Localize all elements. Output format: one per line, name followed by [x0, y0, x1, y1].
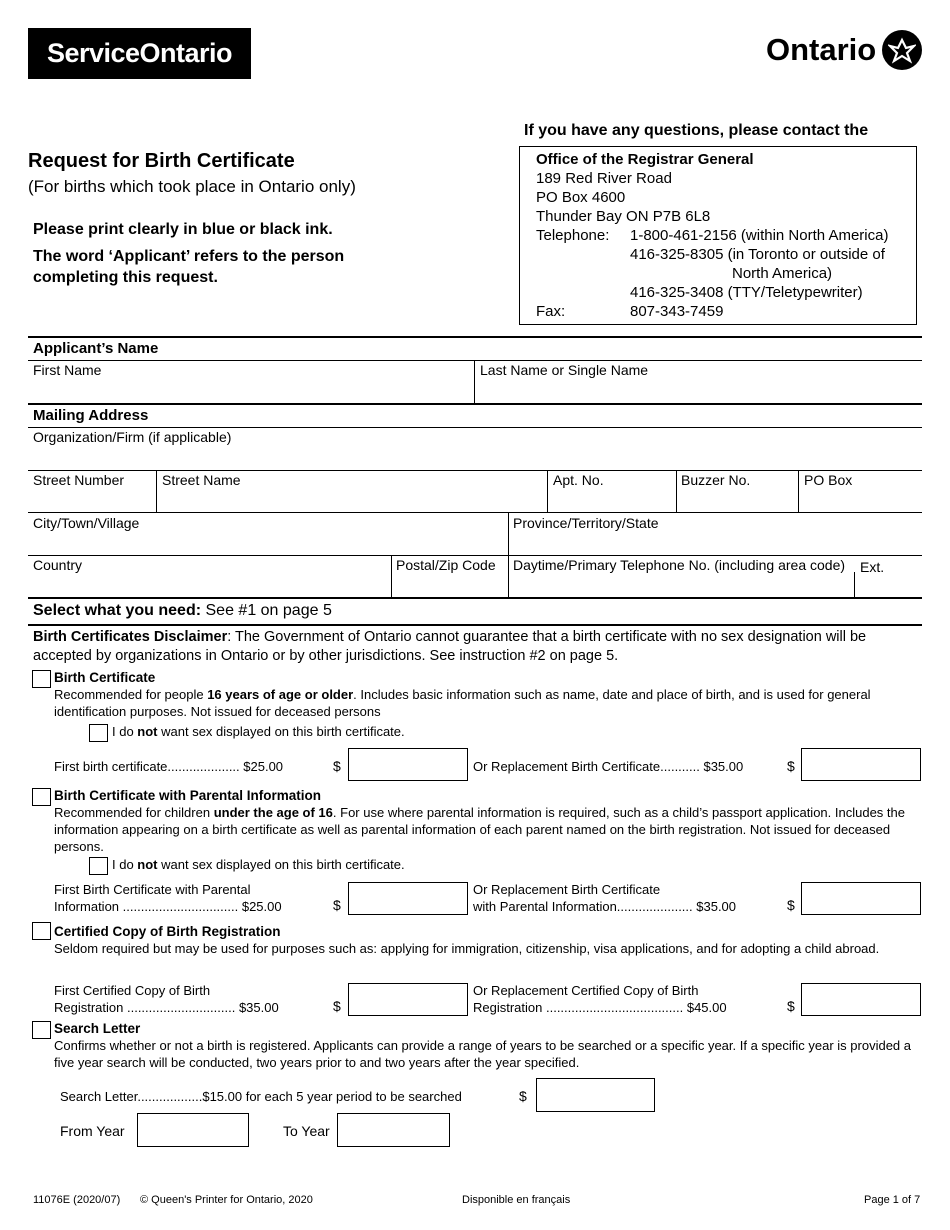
bcp-no-sex-label: I do not want sex displayed on this birth certificate. — [112, 857, 405, 872]
buzzer-number-label: Buzzer No. — [681, 472, 751, 488]
contact-address-1: 189 Red River Road — [536, 170, 672, 187]
select-heading: Select what you need: See #1 on page 5 — [33, 602, 332, 619]
birth-certificate-description: Recommended for people 16 years of age or older. Includes basic information such as name, date and place of birth, and is used for general identification purposes. Not issued for deceased persons — [54, 687, 871, 719]
serviceontario-logo: ServiceOntario — [28, 28, 251, 79]
extension-label: Ext. — [860, 559, 885, 575]
telephone-label-field: Daytime/Primary Telephone No. (including area code) — [513, 557, 846, 573]
cc-first-amount-field[interactable] — [348, 983, 468, 1016]
street-number-label: Street Number — [33, 472, 125, 488]
search-letter-amount-field[interactable] — [536, 1078, 655, 1112]
bcp-replace-label: Or Replacement Birth Certificate — [473, 882, 661, 897]
search-letter-description: Confirms whether or not a birth is registered. Applicants can provide a range of years to be searched or a specific year. If a specific year is provided a five year search will be conducted, two years prior to and two years after the year specified. — [54, 1038, 911, 1070]
contact-address-2: PO Box 4600 — [536, 189, 626, 206]
bc-replace-amount-field[interactable] — [801, 748, 921, 781]
bc-first-amount-field[interactable] — [348, 748, 468, 781]
form-subtitle: (For births which took place in Ontario only) — [28, 177, 356, 196]
cc-replace-amount-field[interactable] — [801, 983, 921, 1016]
bc-first-price: First birth certificate.................... $25.00 — [54, 759, 284, 774]
ontario-wordmark: Ontario — [766, 32, 877, 67]
cc-first-label: First Certified Copy of Birth — [54, 983, 211, 998]
search-letter-title: Search Letter — [54, 1021, 141, 1036]
to-year-field[interactable] — [337, 1113, 450, 1147]
trillium-icon — [882, 30, 922, 70]
ink-instruction: Please print clearly in blue or black ink. — [33, 221, 333, 238]
french-availability: Disponible en français — [462, 1194, 571, 1206]
dollar-sign: $ — [519, 1088, 527, 1104]
cc-replace-price: Registration ...................................... $45.00 — [473, 1000, 727, 1015]
postal-code-label: Postal/Zip Code — [396, 557, 496, 573]
apt-number-label: Apt. No. — [553, 472, 604, 488]
bc-no-sex-checkbox[interactable] — [89, 724, 108, 742]
form-number: 11076E (2020/07) — [33, 1194, 121, 1206]
from-year-field[interactable] — [137, 1113, 249, 1147]
parental-certificate-checkbox[interactable] — [32, 788, 51, 806]
cc-first-price: Registration .............................. $35.00 — [54, 1000, 279, 1015]
applicant-definition: The word ‘Applicant’ refers to the person completing this request. — [33, 248, 345, 286]
dollar-sign: $ — [787, 998, 795, 1014]
contact-address-3: Thunder Bay ON P7B 6L8 — [536, 208, 711, 225]
page-number: Page 1 of 7 — [864, 1194, 921, 1206]
po-box-label: PO Box — [804, 472, 853, 488]
form-title: Request for Birth Certificate — [28, 150, 295, 172]
bc-replace-price: Or Replacement Birth Certificate........... $35.00 — [473, 759, 744, 774]
contact-office: Office of the Registrar General — [536, 151, 754, 168]
last-name-label: Last Name or Single Name — [480, 362, 649, 378]
birth-certificate-disclaimer: Birth Certificates Disclaimer: The Government of Ontario cannot guarantee that a birth certificate with no sex designation will be accepted by organizations in Ontario or by other jurisdictions. See instruction #2 on page 5. — [33, 629, 867, 664]
bcp-replace-price: with Parental Information..................... $35.00 — [473, 899, 737, 914]
last-name-field[interactable] — [475, 378, 922, 403]
from-year-label: From Year — [60, 1123, 125, 1139]
telephone-2b: North America) — [732, 265, 833, 282]
province-label: Province/Territory/State — [513, 515, 659, 531]
dollar-sign: $ — [333, 897, 341, 913]
bcp-first-amount-field[interactable] — [348, 882, 468, 915]
search-letter-price: Search Letter..................$15.00 for each 5 year period to be searched — [60, 1089, 462, 1104]
bcp-no-sex-checkbox[interactable] — [89, 857, 108, 875]
bcp-replace-amount-field[interactable] — [801, 882, 921, 915]
ontario-logo — [766, 30, 922, 70]
to-year-label: To Year — [283, 1123, 330, 1139]
mailing-address-heading: Mailing Address — [33, 407, 149, 424]
parental-certificate-description: Recommended for children under the age of 16. For use where parental information is required, such as a child’s passport application. Includes the information appearing on a birth certificate as well as parental information of each parent named on the birth registration. Not issued for deceased persons. — [54, 805, 905, 854]
bc-no-sex-label: I do not want sex displayed on this birth certificate. — [112, 724, 405, 739]
dollar-sign: $ — [787, 897, 795, 913]
dollar-sign: $ — [333, 998, 341, 1014]
applicant-name-heading: Applicant’s Name — [33, 340, 159, 357]
bcp-first-price: Information ................................ $25.00 — [54, 899, 282, 914]
cc-replace-label: Or Replacement Certified Copy of Birth — [473, 983, 699, 998]
street-name-label: Street Name — [162, 472, 241, 488]
dollar-sign: $ — [333, 758, 341, 774]
dollar-sign: $ — [787, 758, 795, 774]
first-name-label: First Name — [33, 362, 102, 378]
certified-copy-title: Certified Copy of Birth Registration — [54, 924, 281, 939]
contact-heading: If you have any questions, please contact the — [524, 122, 869, 139]
fax-number: 807-343-7459 — [630, 303, 724, 320]
city-label: City/Town/Village — [33, 515, 140, 531]
telephone-tty: 416-325-3408 (TTY/Teletypewriter) — [630, 284, 863, 301]
organization-label: Organization/Firm (if applicable) — [33, 429, 232, 445]
telephone-2: 416-325-8305 (in Toronto or outside of — [630, 246, 885, 263]
telephone-label: Telephone: — [536, 227, 610, 244]
copyright: © Queen's Printer for Ontario, 2020 — [140, 1194, 313, 1206]
bcp-first-label: First Birth Certificate with Parental — [54, 882, 251, 897]
first-name-field[interactable] — [28, 378, 474, 403]
telephone-1: 1-800-461-2156 (within North America) — [630, 227, 889, 244]
certified-copy-description: Seldom required but may be used for purposes such as: applying for immigration, citizenship, visa applications, and for adopting a child abroad. — [54, 941, 880, 956]
birth-certificate-title: Birth Certificate — [54, 670, 156, 685]
organization-field[interactable] — [28, 445, 922, 469]
certified-copy-checkbox[interactable] — [32, 922, 51, 940]
fax-label: Fax: — [536, 303, 566, 320]
contact-box — [519, 146, 917, 325]
birth-certificate-checkbox[interactable] — [32, 670, 51, 688]
country-label: Country — [33, 557, 83, 573]
search-letter-checkbox[interactable] — [32, 1021, 51, 1039]
parental-certificate-title: Birth Certificate with Parental Information — [54, 788, 322, 803]
